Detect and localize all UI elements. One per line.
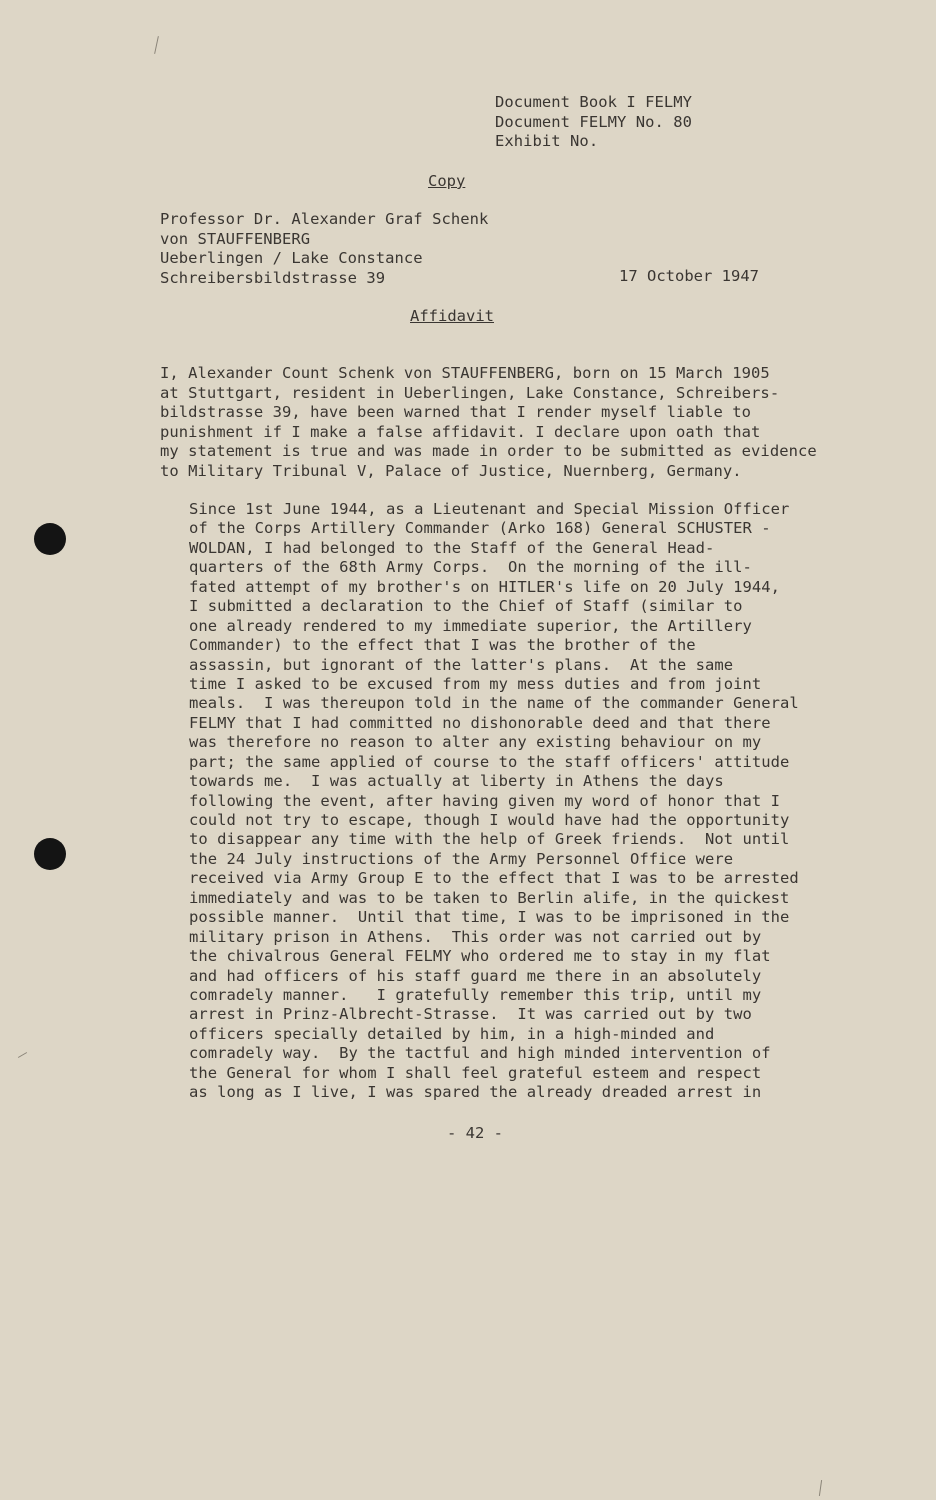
text-line: possible manner. Until that time, I was to be imprisoned in the xyxy=(189,908,790,927)
text-line: officers specially detailed by him, in a high-minded and xyxy=(189,1024,715,1043)
document-number-line: Document FELMY No. 80 xyxy=(495,112,693,131)
punch-hole xyxy=(34,838,66,870)
text-line: immediately and was to be taken to Berlin alife, in the quickest xyxy=(189,888,790,907)
paper-mark xyxy=(154,36,159,54)
text-line: the 24 July instructions of the Army Personnel Office were xyxy=(189,849,734,868)
text-line: Since 1st June 1944, as a Lieutenant and Special Mission Officer xyxy=(189,500,790,518)
document-book-line: Document Book I FELMY xyxy=(495,93,693,111)
text-line: one already rendered to my immediate superior, the Artillery xyxy=(189,616,752,635)
text-line: the chivalrous General FELMY who ordered me to stay in my flat xyxy=(189,947,771,966)
text-line: received via Army Group E to the effect that I was to be arrested xyxy=(189,869,799,888)
text-line: arrest in Prinz-Albrecht-Strasse. It was carried out by two xyxy=(189,1005,752,1024)
text-line: could not try to escape, though I would have had the opportunity xyxy=(189,811,790,829)
sender-address-block xyxy=(160,210,488,288)
text-line: to Military Tribunal V, Palace of Justice, Nuernberg, Germany. xyxy=(160,461,742,480)
text-line: fated attempt of my brother's on HITLER's life on 20 July 1944, xyxy=(189,577,781,596)
text-line: and had officers of his staff guard me there in an absolutely xyxy=(189,966,762,985)
text-line: WOLDAN, I had belonged to the Staff of the General Head- xyxy=(189,538,715,557)
punch-hole xyxy=(34,523,66,555)
text-line: military prison in Athens. This order was not carried out by xyxy=(189,927,762,946)
sender-surname-line: von STAUFFENBERG xyxy=(160,229,311,248)
text-line: punishment if I make a false affidavit. I declare upon oath that xyxy=(160,422,761,441)
text-line: at Stuttgart, resident in Ueberlingen, Lake Constance, Schreibers- xyxy=(160,383,780,402)
document-reference-header xyxy=(495,93,692,152)
text-line: as long as I live, I was spared the already dreaded arrest in xyxy=(189,1083,762,1102)
text-line: was therefore no reason to alter any existing behaviour on my xyxy=(189,733,762,752)
text-line: towards me. I was actually at liberty in Athens the days xyxy=(189,772,724,791)
sender-city-line: Ueberlingen / Lake Constance xyxy=(160,249,423,267)
text-line: Commander) to the effect that I was the brother of the xyxy=(189,636,696,655)
exhibit-number-line: Exhibit No. xyxy=(495,132,599,150)
text-line: I submitted a declaration to the Chief of Staff (similar to xyxy=(189,597,743,616)
text-line: I, Alexander Count Schenk von STAUFFENBERG, born on 15 March 1905 xyxy=(160,364,770,382)
document-date: 17 October 1947 xyxy=(619,267,759,285)
text-line: to disappear any time with the help of Greek friends. Not until xyxy=(189,830,790,849)
document-title: Affidavit xyxy=(410,307,494,325)
paragraph-oath xyxy=(160,364,817,481)
text-line: bildstrasse 39, have been warned that I render myself liable to xyxy=(160,403,752,421)
text-line: meals. I was thereupon told in the name of the commander General xyxy=(189,694,799,713)
paragraph-statement xyxy=(189,500,799,1103)
text-line: comradely way. By the tactful and high minded intervention of xyxy=(189,1044,771,1063)
text-line: following the event, after having given my word of honor that I xyxy=(189,791,781,810)
text-line: my statement is true and was made in order to be submitted as evidence xyxy=(160,442,817,460)
paper-mark xyxy=(18,1052,27,1058)
text-line: of the Corps Artillery Commander (Arko 168) General SCHUSTER - xyxy=(189,519,771,538)
text-line: part; the same applied of course to the staff officers' attitude xyxy=(189,752,790,771)
text-line: comradely manner. I gratefully remember this trip, until my xyxy=(189,985,762,1004)
text-line: time I asked to be excused from my mess duties and from joint xyxy=(189,674,762,693)
text-line: quarters of the 68th Army Corps. On the morning of the ill- xyxy=(189,558,752,577)
paper-mark xyxy=(819,1480,822,1496)
text-line: FELMY that I had committed no dishonorable deed and that there xyxy=(189,713,771,732)
sender-name-line: Professor Dr. Alexander Graf Schenk xyxy=(160,210,489,228)
text-line: the General for whom I shall feel grateful esteem and respect xyxy=(189,1063,762,1082)
copy-label: Copy xyxy=(428,172,466,190)
text-line: assassin, but ignorant of the latter's plans. At the same xyxy=(189,655,734,674)
page-number: - 42 - xyxy=(447,1124,503,1142)
sender-street-line: Schreibersbildstrasse 39 xyxy=(160,268,386,287)
